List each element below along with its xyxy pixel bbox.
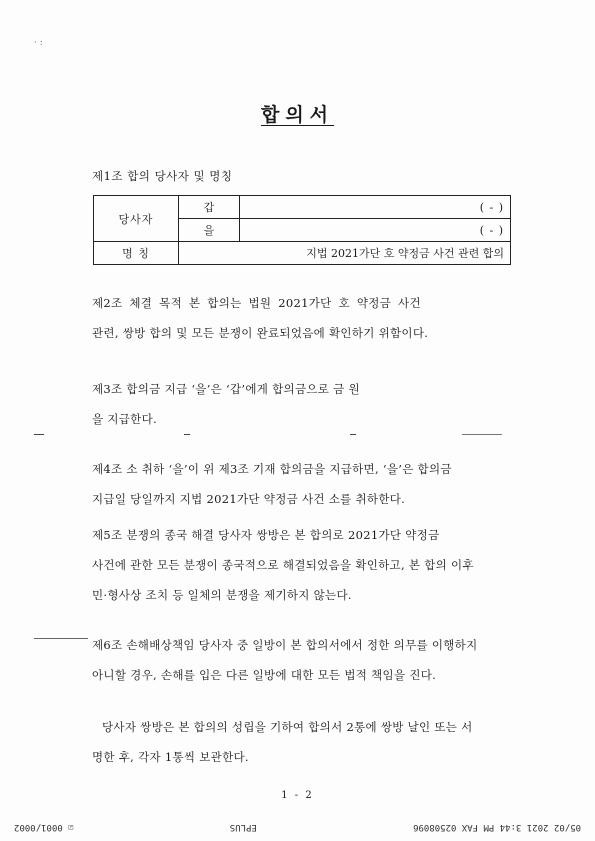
article-6 (92, 630, 477, 690)
article-5 (92, 520, 474, 610)
closing-line-2: 명한 후, 각자 1통씩 보관한다. (92, 750, 249, 764)
corner-scan-mark: · : (34, 38, 43, 48)
scan-artifact (184, 434, 190, 435)
article-5-line-2: 사건에 관한 모든 분쟁이 종국적으로 해결되었음을 확인하고, 본 합의 이후 (92, 558, 474, 572)
fax-page-count: ☑ 0001/0002 (14, 822, 74, 832)
party-gap-label: 갑 (179, 196, 240, 219)
scan-artifact (350, 434, 356, 435)
article-5-line-3: 민·형사상 조치 등 일체의 분쟁을 제기하지 않는다. (92, 588, 352, 602)
fax-sender: EPLUS (229, 822, 257, 832)
closing-line-1: 당사자 쌍방은 본 합의의 성립을 기하여 합의서 2통에 쌍방 날인 또는 서 (102, 720, 473, 734)
article-4-line-1: 제4조 소 취하 ‘을’이 위 제3조 기재 합의금을 지급하면, ‘을’은 합의금 (92, 462, 452, 476)
fax-header-strip (14, 822, 581, 832)
section-1-heading: 제1조 합의 당사자 및 명칭 (92, 169, 233, 183)
article-3 (92, 374, 360, 434)
table-row (94, 196, 511, 219)
name-value-cell: 지법 2021가단 호 약정금 사건 관련 합의 (179, 242, 511, 265)
article-5-line-1: 제5조 분쟁의 종국 해결 당사자 쌍방은 본 합의로 2021가단 약정금 (92, 528, 440, 542)
article-4-line-2: 지급일 당일까지 지법 2021가단 약정금 사건 소를 취하한다. (92, 492, 406, 506)
scan-artifact (34, 638, 88, 639)
parties-table (93, 195, 511, 265)
article-6-line-2: 아니할 경우, 손해를 입은 다른 일방에 대한 모든 법적 책임을 진다. (92, 668, 437, 682)
closing-paragraph (92, 712, 473, 772)
article-2 (92, 288, 428, 348)
page-number: 1 - 2 (281, 790, 314, 801)
article-6-line-1: 제6조 손해배상책임 당사자 중 일방이 본 합의서에서 정한 의무를 이행하지 (92, 638, 478, 652)
article-2-line-2: 관련, 쌍방 합의 및 모든 분쟁이 완료되었음에 확인하기 위함이다. (92, 326, 429, 340)
scan-artifact (34, 434, 44, 435)
scan-artifact (462, 434, 502, 435)
name-label-cell: 명 칭 (94, 242, 179, 265)
article-3-line-1: 제3조 합의금 지급 ‘을’은 ‘갑’에게 합의금으로 금 원 (92, 382, 360, 396)
document-title-text: 합의서 (260, 104, 335, 126)
fax-timestamp: 05/02 2021 3:44 PM FAX 02508096 (413, 822, 581, 832)
document-title (0, 100, 595, 127)
party-gap-value: ( - ) (240, 196, 511, 219)
article-3-line-2: 을 지급한다. (92, 412, 157, 426)
party-eul-value: ( - ) (240, 219, 511, 242)
table-row (94, 242, 511, 265)
party-eul-label: 을 (179, 219, 240, 242)
article-4 (92, 454, 452, 514)
party-label-cell: 당사자 (94, 196, 179, 242)
article-2-line-1: 제2조 체결 목적 본 합의는 법원 2021가단 호 약정금 사건 (92, 296, 421, 310)
